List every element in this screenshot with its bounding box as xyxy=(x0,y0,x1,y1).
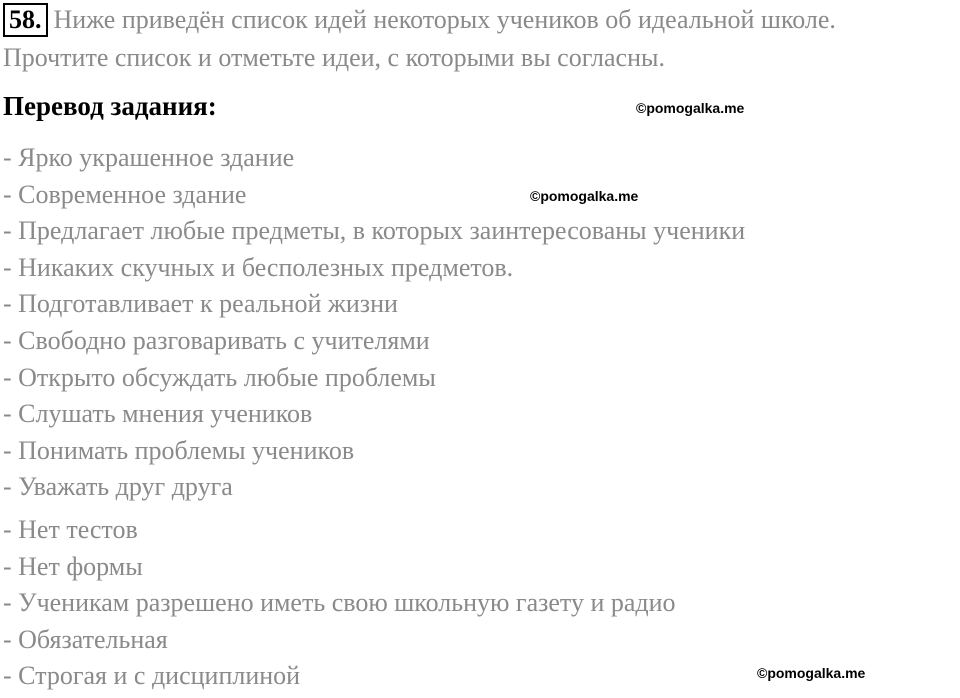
idea-item: - Нет тестов xyxy=(3,514,138,544)
idea-item: - Ярко украшенное здание xyxy=(3,143,295,172)
idea-item: - Современное здание xyxy=(3,179,247,209)
watermark-bottom: ©pomogalka.me xyxy=(757,665,866,681)
task-instruction-line-1 xyxy=(3,3,836,37)
idea-item: - Нет формы xyxy=(3,551,143,581)
idea-item: - Обязательная xyxy=(3,624,168,654)
idea-item: - Уважать друг друга xyxy=(3,472,233,502)
idea-item: - Открыто обсуждать любые проблемы xyxy=(3,362,436,392)
idea-item: - Понимать проблемы учеников xyxy=(3,435,355,465)
task-instruction-line-2: Прочтите список и отметьте идеи, с которыми вы согласны. xyxy=(3,43,665,72)
idea-item: - Строгая и с дисциплиной xyxy=(3,661,301,691)
idea-item: - Свободно разговаривать с учителями xyxy=(3,325,430,355)
idea-item: - Никаких скучных и бесполезных предметов. xyxy=(3,252,514,282)
watermark-top: ©pomogalka.me xyxy=(636,100,745,116)
task-number-box: 58. xyxy=(3,3,48,37)
watermark-middle: ©pomogalka.me xyxy=(530,188,639,204)
ideas-list xyxy=(3,140,745,695)
idea-item: - Ученикам разрешено иметь свою школьную газету и радио xyxy=(3,588,676,618)
translation-heading: Перевод задания: xyxy=(3,91,217,121)
idea-item: - Предлагает любые предметы, в которых заинтересованы ученики xyxy=(3,216,746,246)
idea-item: - Подготавливает к реальной жизни xyxy=(3,289,398,319)
idea-item: - Слушать мнения учеников xyxy=(3,399,313,429)
task-instruction-text-1: Ниже приведён список идей некоторых учеников об идеальной школе. xyxy=(53,5,836,34)
